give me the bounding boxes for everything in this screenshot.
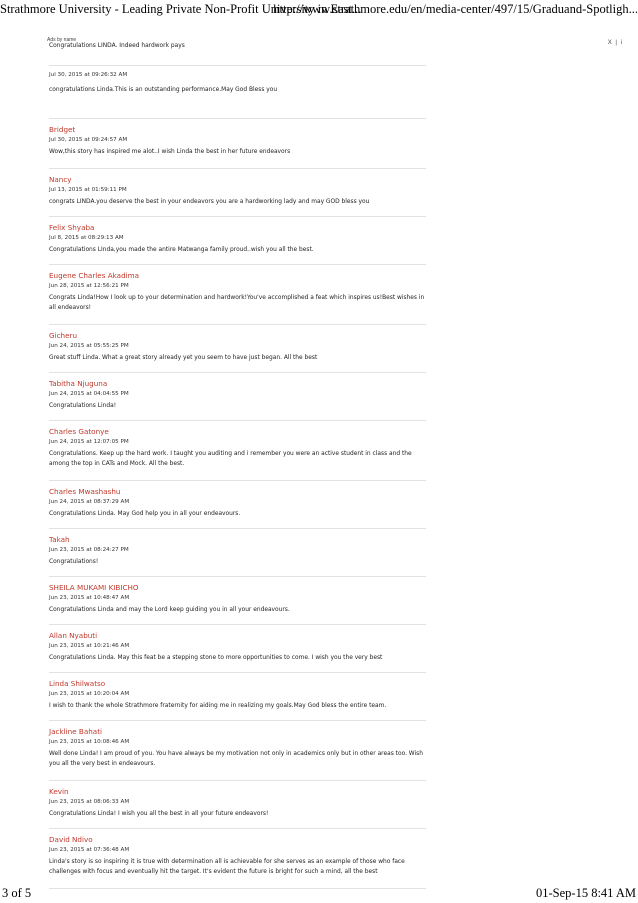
comment-text: Great stuff Linda. What a great story already yet you seem to have just began. All the best xyxy=(49,355,318,361)
comment-date: Jun 23, 2015 at 10:08:46 AM xyxy=(49,739,130,745)
comment-author: Felix Shyaba xyxy=(49,223,95,232)
comment-text: Congratulations LINDA. Indeed hardwork pays xyxy=(49,43,185,49)
comment-date: Jun 24, 2015 at 05:55:25 PM xyxy=(49,343,129,349)
comment-item xyxy=(49,265,426,325)
comment-text: Congratulations Linda. May this feat be a stepping stone to more opportunities to come. I wish you the very best xyxy=(49,655,383,661)
comment-date: Jul 30, 2015 at 09:24:57 AM xyxy=(49,137,128,143)
comment-item xyxy=(49,325,426,373)
comment-item xyxy=(49,169,426,217)
comment-author: Jackline Bahati xyxy=(49,727,103,736)
comment-date: Jul 30, 2015 at 09:26:32 AM xyxy=(49,72,128,78)
comment-item xyxy=(49,673,426,721)
comment-author: Allan Nyabuti xyxy=(49,631,98,640)
print-datetime: 01-Sep-15 8:41 AM xyxy=(536,886,636,900)
comment-item xyxy=(49,373,426,421)
comment-date: Jun 23, 2015 at 10:21:46 AM xyxy=(49,643,130,649)
comment-item xyxy=(49,119,426,169)
print-footer xyxy=(0,885,638,903)
ads-label[interactable]: Ads by name xyxy=(47,37,77,43)
comment-text: Wow,this story has inspired me alot..I wish Linda the best in her future endeavors xyxy=(49,149,291,155)
comment-author: Takah xyxy=(49,535,70,544)
comment-text: I wish to thank the whole Strathmore fraternity for aiding me in realizing my goals.May God bless the entire team. xyxy=(49,703,387,709)
comment-author: Kevin xyxy=(49,787,69,796)
comment-date: Jun 24, 2015 at 08:37:29 AM xyxy=(49,499,130,505)
comment-text: Well done Linda! I am proud of you. You have always be my motivation not only in academics only but in other areas too. Wish you all the very best in endeavours. xyxy=(49,751,423,767)
ad-close-info-controls[interactable]: X | i xyxy=(607,40,623,46)
comment-author: Charles Gatonye xyxy=(49,427,109,436)
comment-date: Jul 8, 2015 at 08:29:13 AM xyxy=(49,235,124,241)
comment-author: Gicheru xyxy=(49,331,78,340)
comment-item xyxy=(49,481,426,529)
comment-item xyxy=(49,529,426,577)
comment-text: Linda's story is so inspiring it is true with determination all is achievable for she serves as an example of those who face challenges with focus and eventually hit the target. It's evident the future is bright for such a mind, all the best xyxy=(49,859,405,875)
comment-author: Bridget xyxy=(49,125,76,134)
comment-date: Jun 23, 2015 at 08:06:33 AM xyxy=(49,799,130,805)
comment-author: Tabitha Njuguna xyxy=(49,379,108,388)
comment-text: Congrats Linda!How I look up to your determination and hardwork!You've accomplished a feat which inspires us!Best wishes in all endeavors! xyxy=(49,295,425,311)
comment-author: Charles Mwashashu xyxy=(49,487,121,496)
comment-item xyxy=(49,42,426,66)
print-page-number: 3 of 5 xyxy=(2,886,32,900)
comment-text: Congratulations Linda! xyxy=(49,403,117,409)
comment-author: David Ndivo xyxy=(49,835,93,844)
comment-author: SHEILA MUKAMI KIBICHO xyxy=(49,583,139,592)
print-page-title: Strathmore University - Leading Private Non-Profit University in East... xyxy=(0,2,362,16)
comment-item xyxy=(49,721,426,781)
comment-date: Jul 13, 2015 at 01:59:11 PM xyxy=(49,187,127,193)
comment-item xyxy=(49,71,426,119)
comment-date: Jun 24, 2015 at 12:07:05 PM xyxy=(49,439,129,445)
comment-item xyxy=(49,781,426,829)
comment-item xyxy=(49,577,426,625)
comment-author: Linda Shilwatso xyxy=(49,679,106,688)
comment-author: Eugene Charles Akadima xyxy=(49,271,140,280)
comments-list xyxy=(49,42,426,901)
comment-text: Congratulations LInda,you made the antire Matwanga family proud..wish you all the best. xyxy=(49,247,314,253)
comment-date: Jun 23, 2015 at 08:24:27 PM xyxy=(49,547,129,553)
comment-text: congratulations Linda.This is an outstanding performance.May God Bless you xyxy=(49,87,278,93)
comment-text: Congratulations! xyxy=(49,559,99,565)
print-header xyxy=(0,0,638,22)
comment-date: Jun 23, 2015 at 07:36:48 AM xyxy=(49,847,130,853)
comment-text: congrats LINDA.you deserve the best in your endeavors you are a hardworking lady and may GOD bless you xyxy=(49,199,370,205)
comment-text: Congratulations Linda and may the Lord keep guiding you in all your endeavours. xyxy=(49,607,290,613)
comment-item xyxy=(49,217,426,265)
comment-date: Jun 23, 2015 at 10:48:47 AM xyxy=(49,595,130,601)
comment-text: Congratulations Linda! I wish you all the best in all your future endeavors! xyxy=(49,811,269,817)
comment-item xyxy=(49,625,426,673)
comment-text: Congratulations Linda. May God help you in all your endeavours. xyxy=(49,511,241,517)
comment-item xyxy=(49,421,426,481)
comment-date: Jun 23, 2015 at 10:20:04 AM xyxy=(49,691,130,697)
comment-date: Jun 28, 2015 at 12:56:21 PM xyxy=(49,283,129,289)
comment-author: Nancy xyxy=(49,175,72,184)
print-page-url[interactable]: http://www.strathmore.edu/en/media-center/497/15/Graduand-Spotligh... xyxy=(273,2,638,16)
comment-date: Jun 24, 2015 at 04:04:55 PM xyxy=(49,391,129,397)
comment-text: Congratulations. Keep up the hard work. I taught you auditing and i remember you were an active student in class and the among the top in CATs and Mock. All the best. xyxy=(49,451,412,467)
